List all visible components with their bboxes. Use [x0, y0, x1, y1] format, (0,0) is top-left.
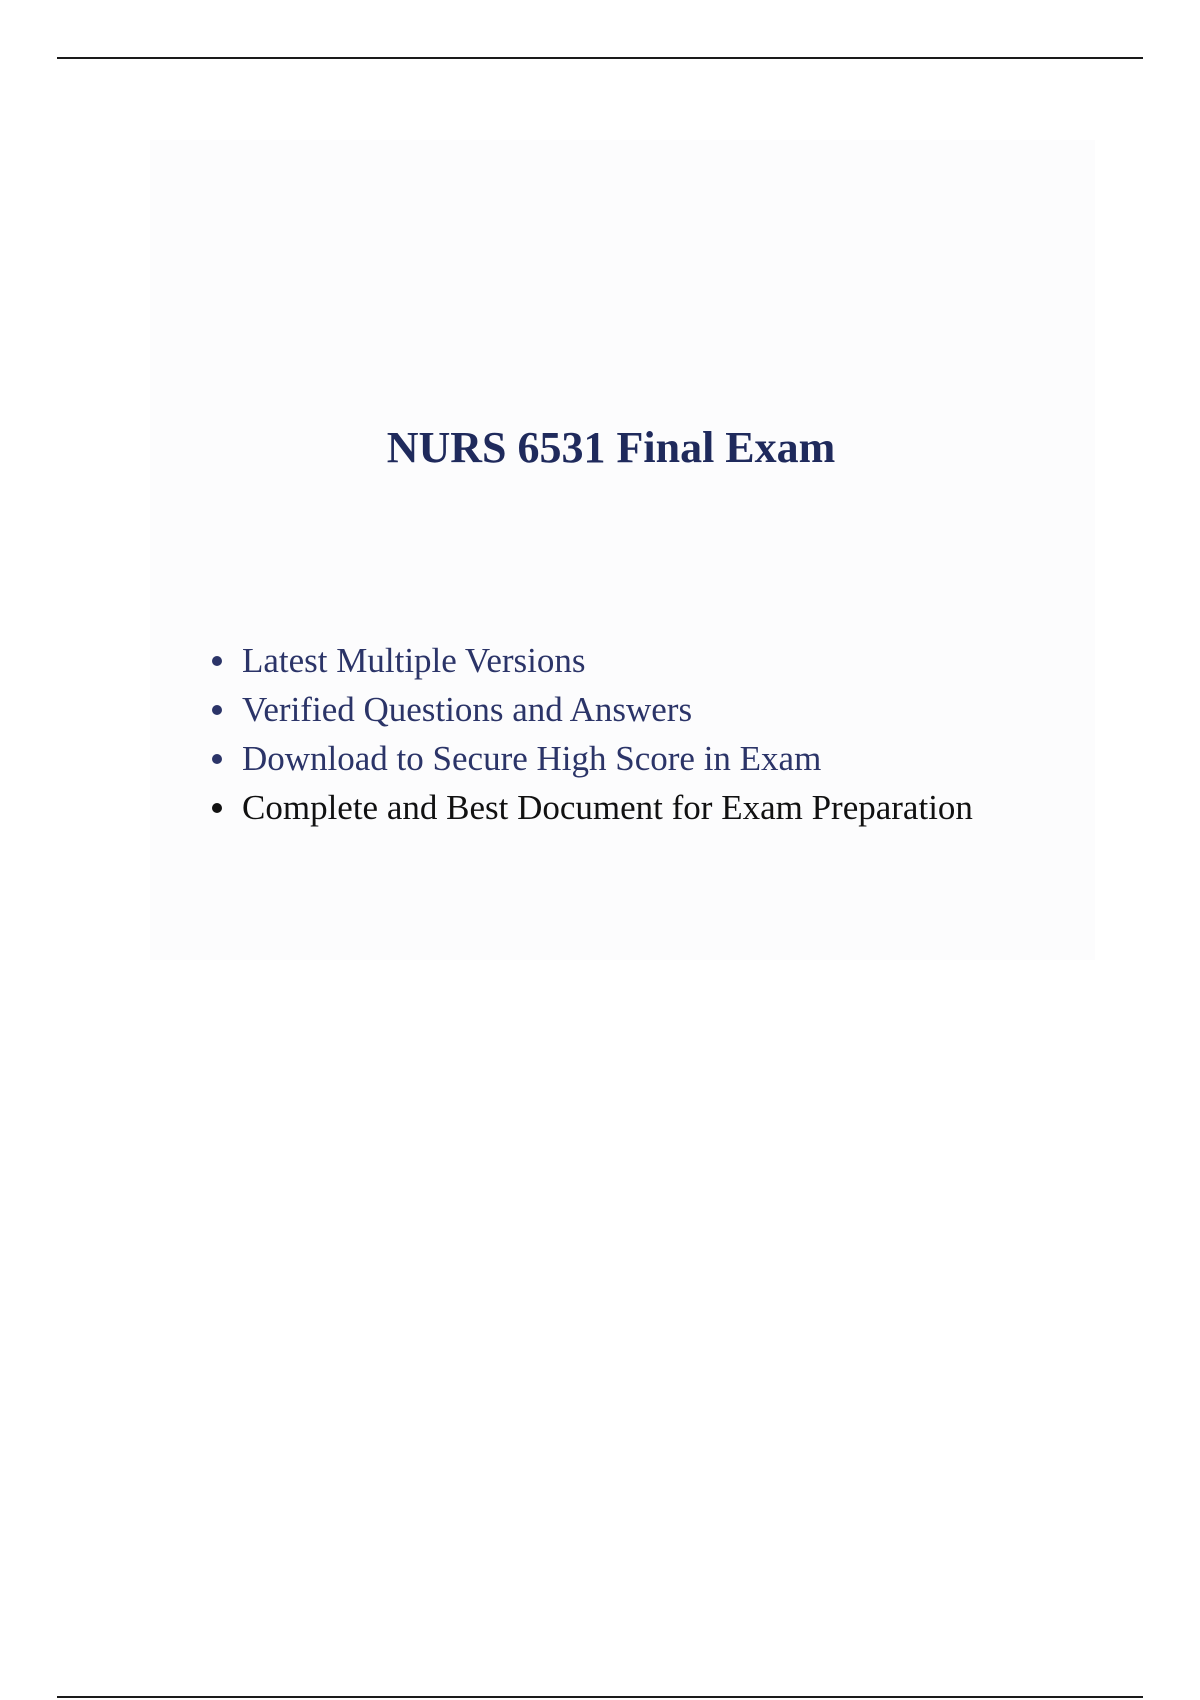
bullet-icon [212, 656, 222, 666]
cover-panel [150, 140, 1095, 960]
bullet-icon [212, 754, 222, 764]
list-item [205, 685, 973, 734]
list-item [205, 636, 973, 685]
feature-list [205, 636, 973, 832]
list-item-text: Complete and Best Document for Exam Preparation [242, 788, 973, 827]
bullet-icon [212, 803, 222, 813]
list-item [205, 783, 973, 832]
list-item-text: Latest Multiple Versions [242, 641, 586, 680]
list-item-text: Verified Questions and Answers [242, 690, 693, 729]
bottom-rule [57, 1696, 1143, 1698]
list-item [205, 734, 973, 783]
document-title: NURS 6531 Final Exam [386, 423, 836, 472]
bullet-icon [212, 705, 222, 715]
top-rule [57, 57, 1143, 59]
list-item-text: Download to Secure High Score in Exam [242, 739, 822, 778]
